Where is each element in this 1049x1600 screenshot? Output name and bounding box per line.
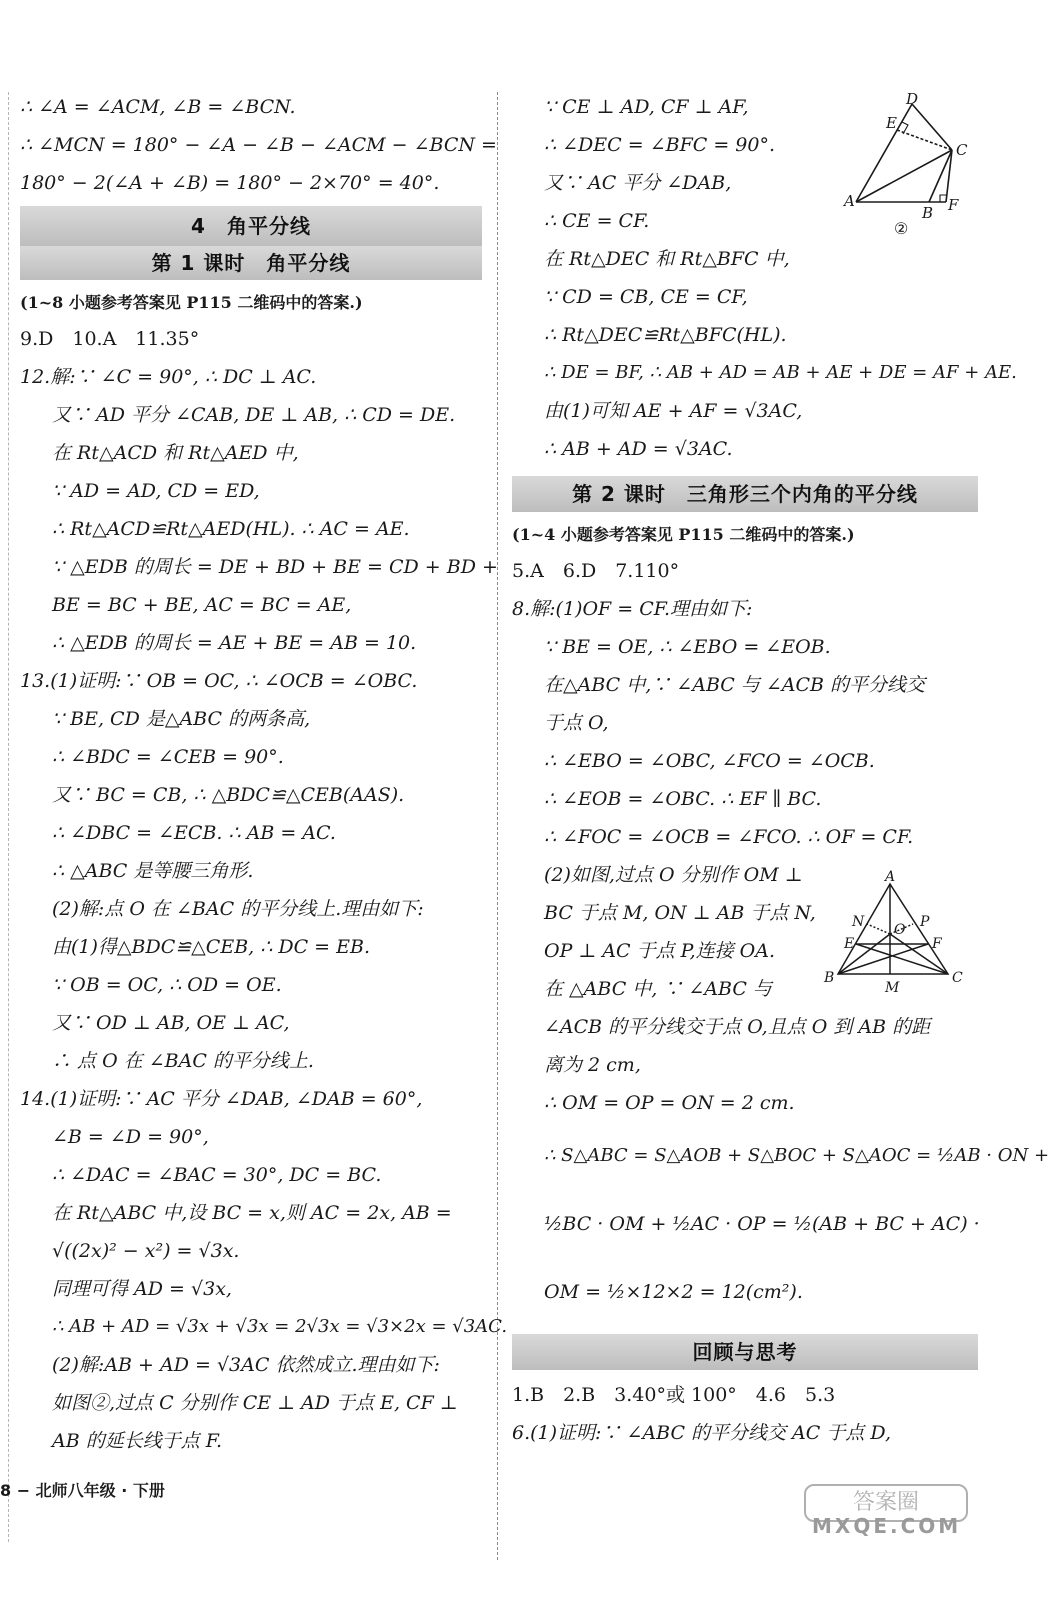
- text-line: 180° − 2(∠A + ∠B) = 180° − 2×70° = 40°.: [20, 172, 440, 194]
- text-line: ∴ ∠DBC = ∠ECB. ∴ AB = AC.: [52, 822, 336, 844]
- review-answers: 1.B 2.B 3.40°或 100° 4.6 5.3: [512, 1384, 836, 1406]
- text-line: AB 的延长线于点 F.: [52, 1430, 223, 1452]
- short-answers: 9.D 10.A 11.35°: [20, 328, 200, 350]
- text-line: ∴ △EDB 的周长 = AE + BE = AB = 10.: [52, 632, 417, 654]
- text-line: 在 △ABC 中, ∵ ∠ABC 与: [544, 978, 772, 1000]
- short-answers: 5.A 6.D 7.110°: [512, 560, 680, 582]
- text-line: 又∵ OD ⊥ AB, OE ⊥ AC,: [52, 1012, 290, 1034]
- text-line: 同理可得 AD = √3x,: [52, 1278, 232, 1300]
- text-line: ∴ Rt△DEC≌Rt△BFC(HL).: [544, 324, 787, 346]
- watermark-logo: 答案圈: [804, 1484, 968, 1522]
- text-line: (2)解:AB + AD = √3AC 依然成立.理由如下:: [52, 1354, 440, 1376]
- label-F: F: [948, 196, 959, 214]
- text-line: 8.解:(1)OF = CF.理由如下:: [512, 598, 753, 620]
- text-line: ∵ CE ⊥ AD, CF ⊥ AF,: [544, 96, 749, 118]
- label-N: N: [852, 914, 865, 930]
- question-12: [20, 358, 498, 662]
- text-line: ∵ OB = OC, ∴ OD = OE.: [52, 974, 282, 996]
- text-line: 13.(1)证明:∵ OB = OC, ∴ ∠OCB = ∠OBC.: [20, 670, 418, 692]
- label-C: C: [952, 970, 963, 986]
- text-line: ∵ AD = AD, CD = ED,: [52, 480, 260, 502]
- label-O: O: [894, 922, 906, 938]
- label-C: C: [956, 141, 968, 159]
- section-title: 4 角平分线: [20, 206, 482, 246]
- text-line: 14.(1)证明:∵ AC 平分 ∠DAB, ∠DAB = 60°,: [20, 1088, 423, 1110]
- page-footer: 8 − 北师八年级 · 下册: [0, 1481, 165, 1500]
- text-line: ∵ △EDB 的周长 = DE + BD + BE = CD + BD +: [52, 556, 498, 578]
- watermark-text: MXQE.COM: [812, 1514, 962, 1538]
- text-line: ∴ ∠DEC = ∠BFC = 90°.: [544, 134, 776, 156]
- text-line: (2)解:点 O 在 ∠BAC 的平分线上.理由如下:: [52, 898, 424, 920]
- text-line: ∵ CD = CB, CE = CF,: [544, 286, 748, 308]
- text-line: ∵ BE, CD 是△ABC 的两条高,: [52, 708, 311, 730]
- label-M: M: [885, 980, 900, 996]
- label-E: E: [886, 114, 897, 132]
- text-line: ∠B = ∠D = 90°,: [52, 1126, 209, 1148]
- text-line: √((2x)² − x²) = √3x.: [52, 1240, 240, 1262]
- text-line: 如图②,过点 C 分别作 CE ⊥ AD 于点 E, CF ⊥: [52, 1392, 458, 1414]
- lesson-title: 第 1 课时 角平分线: [20, 246, 482, 280]
- text-line: 又∵ AD 平分 ∠CAB, DE ⊥ AB, ∴ CD = DE.: [52, 404, 456, 426]
- text-line: ∴ ∠EBO = ∠OBC, ∠FCO = ∠OCB.: [544, 750, 875, 772]
- label-D: D: [906, 90, 919, 108]
- left-column: [20, 88, 508, 1460]
- text-line: (2)如图,过点 O 分别作 OM ⊥: [544, 864, 803, 886]
- label-F: F: [932, 936, 942, 952]
- segment-ON: [867, 924, 890, 934]
- label-B: B: [824, 970, 835, 986]
- formula-line: ½BC · OM + ½AC · OP = ½(AB + BC + AC) ·: [544, 1213, 980, 1235]
- text-line: OP ⊥ AC 于点 P,连接 OA.: [544, 940, 775, 962]
- text-line: ∴ AB + AD = √3x + √3x = 2√3x = √3×2x = √3AC.: [52, 1316, 508, 1337]
- review-title: 回顾与思考: [512, 1334, 978, 1370]
- formula-line: OM = ½×12×2 = 12(cm²).: [544, 1281, 803, 1303]
- label-P: P: [920, 914, 930, 930]
- text-line: ∴ DE = BF, ∴ AB + AD = AB + AE + DE = AF + AE.: [544, 362, 1017, 383]
- right-column: [512, 88, 1049, 1452]
- text-line: 在 Rt△ACD 和 Rt△AED 中,: [52, 442, 299, 464]
- text-line: BE = BC + BE, AC = BC = AE,: [52, 594, 352, 616]
- text-line: ∴ 点 O 在 ∠BAC 的平分线上.: [52, 1050, 314, 1072]
- text-line: ∠ACB 的平分线交于点 O,且点 O 到 AB 的距: [544, 1016, 931, 1038]
- text-line: 离为 2 cm,: [544, 1054, 641, 1076]
- question-13: [20, 662, 482, 1080]
- page-edge-dashed-line: [8, 92, 9, 1542]
- text-line: 由(1)得△BDC≌△CEB, ∴ DC = EB.: [52, 936, 371, 958]
- text-line: ∵ BE = OE, ∴ ∠EBO = ∠EOB.: [544, 636, 831, 658]
- question-14: [20, 1080, 508, 1460]
- text-line: BC 于点 M, ON ⊥ AB 于点 N,: [544, 902, 816, 924]
- label-B: B: [922, 204, 934, 222]
- reference-note: (1~4 小题参考答案见 P115 二维码中的答案.): [512, 525, 855, 544]
- text-line: 在 Rt△DEC 和 Rt△BFC 中,: [544, 248, 790, 270]
- text-line: 12.解:∵ ∠C = 90°, ∴ DC ⊥ AC.: [20, 366, 317, 388]
- text-line: ∴ OM = OP = ON = 2 cm.: [544, 1092, 795, 1114]
- text-line: ∴ ∠MCN = 180° − ∠A − ∠B − ∠ACM − ∠BCN =: [20, 134, 497, 156]
- reference-note: (1~8 小题参考答案见 P115 二维码中的答案.): [20, 293, 363, 312]
- text-line: ∴ ∠A = ∠ACM, ∠B = ∠BCN.: [20, 96, 296, 118]
- label-A: A: [844, 192, 855, 210]
- text-line: ∴ ∠BDC = ∠CEB = 90°.: [52, 746, 284, 768]
- text-line: ∴ △ABC 是等腰三角形.: [52, 860, 254, 882]
- text-line: ∴ ∠EOB = ∠OBC. ∴ EF ∥ BC.: [544, 788, 822, 810]
- text-line: 在△ABC 中,∵ ∠ABC 与 ∠ACB 的平分线交: [544, 674, 926, 696]
- text-line: ∴ AB + AD = √3AC.: [544, 438, 733, 460]
- text-line: 又∵ BC = CB, ∴ △BDC≌△CEB(AAS).: [52, 784, 405, 806]
- text-line: 6.(1)证明:∵ ∠ABC 的平分线交 AC 于点 D,: [512, 1422, 891, 1444]
- text-line: 于点 O,: [544, 712, 609, 734]
- text-line: ∴ ∠FOC = ∠OCB = ∠FCO. ∴ OF = CF.: [544, 826, 914, 848]
- figure-incenter-diagram: [820, 870, 972, 1008]
- text-line: 又∵ AC 平分 ∠DAB,: [544, 172, 732, 194]
- text-line: ∴ CE = CF.: [544, 210, 650, 232]
- text-line: 由(1)可知 AE + AF = √3AC,: [544, 400, 803, 422]
- figure-caption: ②: [894, 219, 909, 238]
- text-line: 在 Rt△ABC 中,设 BC = x,则 AC = 2x, AB =: [52, 1202, 452, 1224]
- formula-line: ∴ S△ABC = S△AOB + S△BOC + S△AOC = ½AB · ON +: [544, 1145, 1049, 1166]
- figure-2-diagram: [842, 92, 974, 242]
- text-line: ∴ ∠DAC = ∠BAC = 30°, DC = BC.: [52, 1164, 382, 1186]
- text-line: ∴ Rt△ACD≌Rt△AED(HL). ∴ AC = AE.: [52, 518, 410, 540]
- label-E: E: [844, 936, 855, 952]
- lesson-title: 第 2 课时 三角形三个内角的平分线: [512, 476, 978, 512]
- label-A: A: [885, 869, 896, 885]
